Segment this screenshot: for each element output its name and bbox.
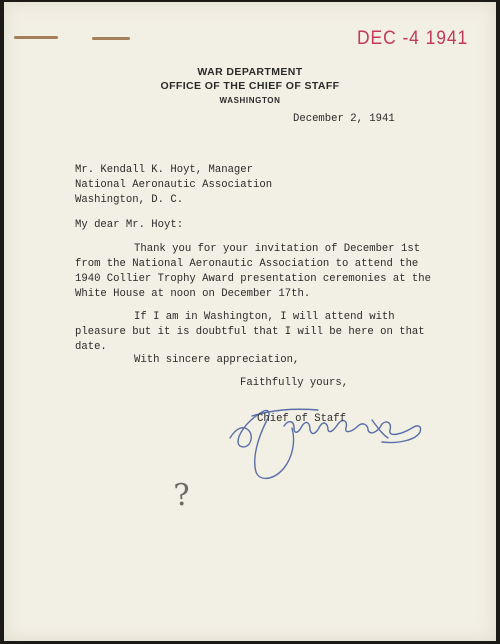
recipient-organization: National Aeronautic Association bbox=[75, 179, 273, 191]
paragraph1-line1: Thank you for your invitation of December 1st bbox=[134, 243, 421, 255]
paragraph1-line3: 1940 Collier Trophy Award presentation ceremonies at the bbox=[75, 273, 432, 285]
signature-title: Chief of Staff bbox=[257, 413, 347, 425]
rust-mark-left bbox=[14, 36, 58, 39]
paragraph2-line1: If I am in Washington, I will attend with bbox=[134, 311, 395, 323]
salutation: My dear Mr. Hoyt: bbox=[75, 219, 184, 231]
appreciation-line: With sincere appreciation, bbox=[134, 354, 300, 366]
paragraph1-line2: from the National Aeronautic Association to attend the bbox=[75, 258, 419, 270]
letterhead-city: WASHINGTON bbox=[219, 96, 281, 105]
paragraph1-line4: White House at noon on December 17th. bbox=[75, 288, 311, 300]
recipient-city: Washington, D. C. bbox=[75, 194, 184, 206]
letter-date: December 2, 1941 bbox=[293, 113, 395, 125]
received-date-stamp: DEC -4 1941 bbox=[357, 28, 469, 49]
paragraph2-line3: date. bbox=[75, 341, 107, 353]
paragraph2-line2: pleasure but it is doubtful that I will be here on that bbox=[75, 326, 425, 338]
rust-mark-right bbox=[92, 37, 130, 40]
recipient-name: Mr. Kendall K. Hoyt, Manager bbox=[75, 164, 254, 176]
pencil-annotation: ? bbox=[172, 477, 192, 514]
letterhead-department: WAR DEPARTMENT bbox=[197, 66, 303, 78]
letterhead-office: OFFICE OF THE CHIEF OF STAFF bbox=[160, 80, 340, 92]
closing-line: Faithfully yours, bbox=[240, 377, 349, 389]
